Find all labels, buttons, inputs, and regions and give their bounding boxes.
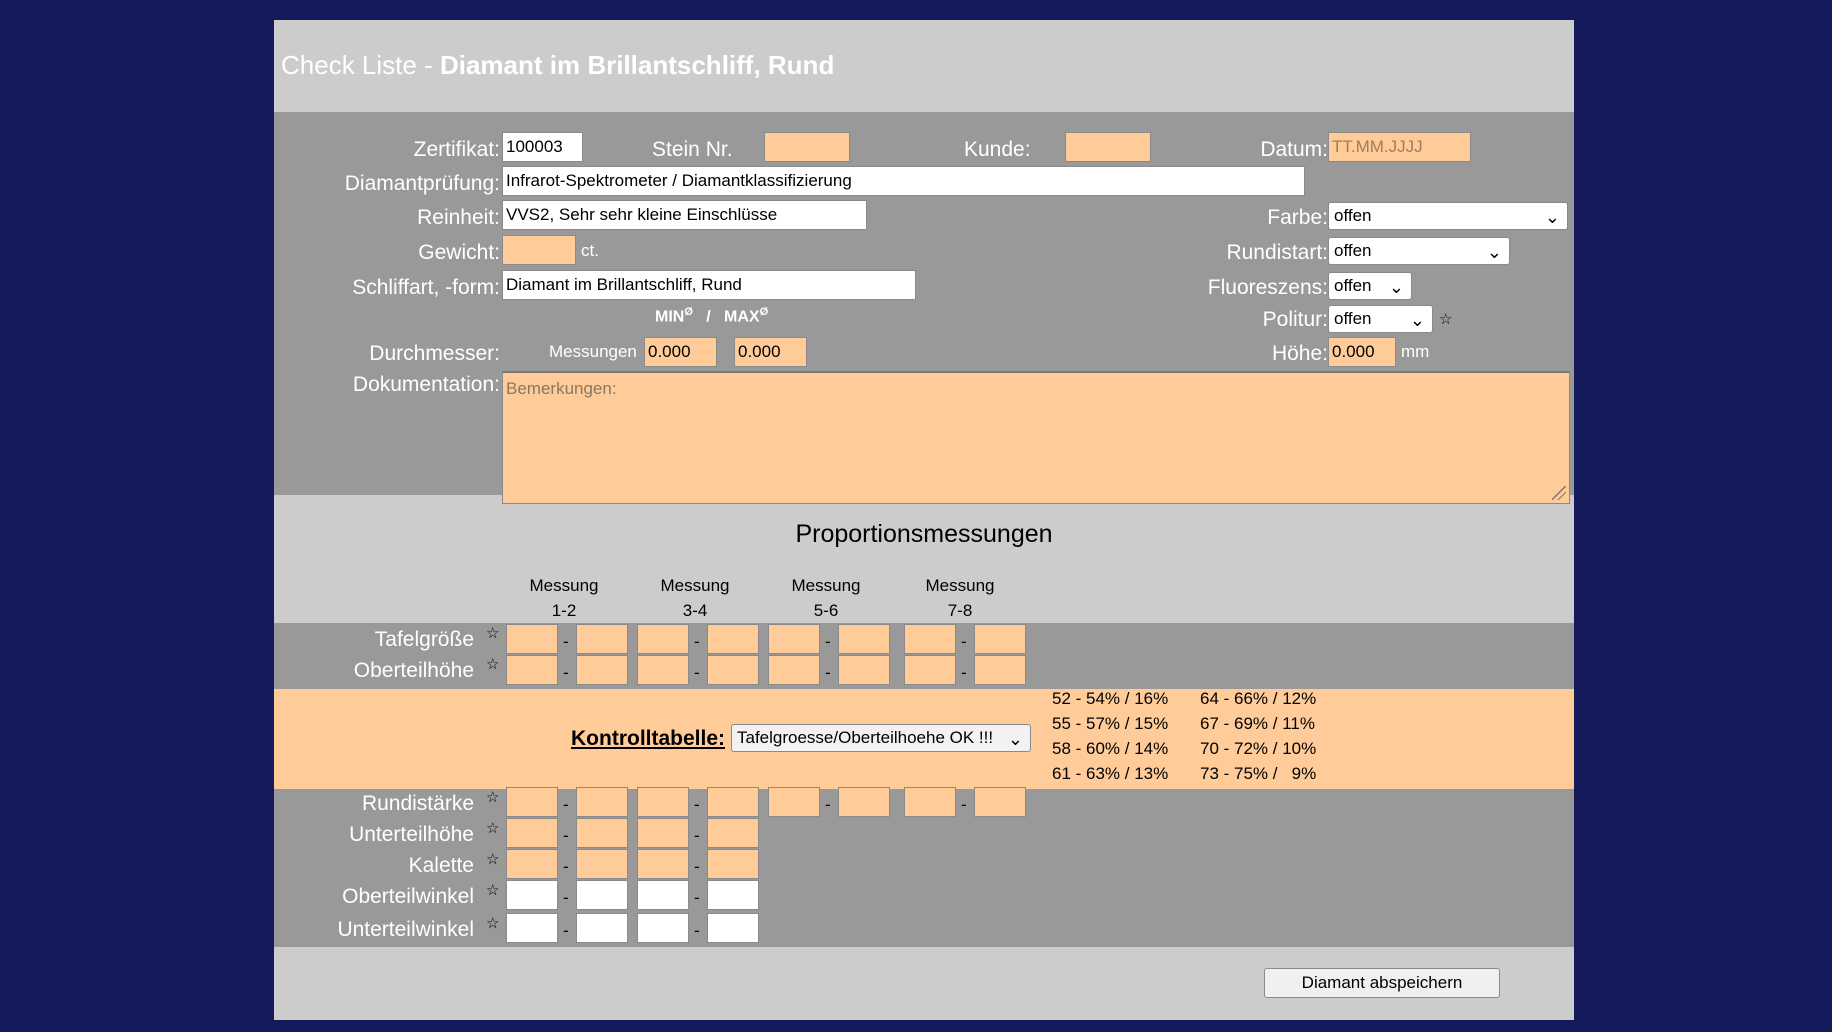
durchmesser-label: Durchmesser: <box>369 342 500 365</box>
kontroll-col1 <box>1052 686 1168 786</box>
unterteilhoehe-label: Unterteilhöhe <box>349 823 474 846</box>
chevron-down-icon <box>1545 206 1560 230</box>
measurement-input[interactable] <box>707 849 759 879</box>
measurement-input[interactable] <box>506 787 558 817</box>
gewicht-label: Gewicht: <box>418 241 500 264</box>
star-icon[interactable]: ☆ <box>486 820 500 837</box>
rundistart-selected: offen <box>1334 241 1372 260</box>
star-icon[interactable]: ☆ <box>1439 311 1453 328</box>
min-max-header <box>655 306 768 326</box>
measurement-input[interactable] <box>707 787 759 817</box>
measurement-input[interactable] <box>576 818 628 848</box>
measurement-input[interactable] <box>838 624 890 654</box>
measurement-input[interactable] <box>637 624 689 654</box>
star-icon[interactable]: ☆ <box>486 656 500 673</box>
range-dash: - <box>961 795 967 814</box>
measurement-input[interactable] <box>506 624 558 654</box>
dokumentation-textarea[interactable] <box>502 371 1570 504</box>
tafelgroesse-label: Tafelgröße <box>374 628 474 651</box>
range-dash: - <box>694 663 700 682</box>
measurement-input[interactable] <box>637 787 689 817</box>
range-dash: - <box>563 632 569 651</box>
kontroll-col2 <box>1200 686 1316 786</box>
unterteilwinkel-label: Unterteilwinkel <box>337 918 474 941</box>
messung-header-2 <box>655 573 735 623</box>
messung-header-line1: Messung <box>660 576 730 595</box>
fluoreszens-label: Fluoreszens: <box>1207 276 1328 299</box>
measurement-input[interactable] <box>974 624 1026 654</box>
kontroll-col2-line: 67 - 69% / 11% <box>1200 714 1315 733</box>
farbe-select[interactable] <box>1328 202 1568 230</box>
measurement-input[interactable] <box>707 624 759 654</box>
range-dash: - <box>961 663 967 682</box>
measurement-input[interactable] <box>506 913 558 943</box>
resize-grip-icon[interactable] <box>1552 486 1566 500</box>
messung-header-line2: 5-6 <box>813 601 839 620</box>
hoehe-unit: mm <box>1401 342 1430 361</box>
stein-nr-input[interactable] <box>764 132 850 162</box>
checklist-panel <box>274 20 1574 1020</box>
messung-header-line2: 1-2 <box>551 601 577 620</box>
chevron-down-icon <box>1487 241 1502 265</box>
range-dash: - <box>694 795 700 814</box>
measurement-input[interactable] <box>637 818 689 848</box>
min-label: MIN <box>655 308 685 326</box>
measurement-input[interactable] <box>637 913 689 943</box>
measurement-input[interactable] <box>576 913 628 943</box>
measurement-input[interactable] <box>637 849 689 879</box>
measurement-input[interactable] <box>707 818 759 848</box>
title-bold: Diamant im Brillantschliff, Rund <box>439 50 835 80</box>
measurement-input[interactable] <box>904 787 956 817</box>
star-icon[interactable]: ☆ <box>486 915 500 932</box>
reinheit-input[interactable] <box>502 200 867 230</box>
range-dash: - <box>563 857 569 876</box>
messung-header-1 <box>524 573 604 623</box>
measurement-input[interactable] <box>974 787 1026 817</box>
gewicht-input[interactable] <box>502 235 576 265</box>
measurement-input[interactable] <box>707 880 759 910</box>
chevron-down-icon <box>1410 309 1425 333</box>
measurement-input[interactable] <box>576 624 628 654</box>
min-diameter-sup: Ø <box>684 306 693 318</box>
datum-input[interactable] <box>1328 132 1471 162</box>
measurement-input[interactable] <box>974 655 1026 685</box>
messung-header-4 <box>920 573 1000 623</box>
measurement-input[interactable] <box>904 655 956 685</box>
politur-selected: offen <box>1334 309 1372 328</box>
measurement-input[interactable] <box>576 655 628 685</box>
save-diamant-button[interactable]: Diamant abspeichern <box>1264 968 1500 998</box>
rundistart-select[interactable] <box>1328 237 1510 265</box>
measurement-input[interactable] <box>637 880 689 910</box>
gewicht-unit: ct. <box>581 241 599 260</box>
chevron-down-icon <box>1389 276 1404 300</box>
measurement-input[interactable] <box>904 624 956 654</box>
measurement-input[interactable] <box>506 818 558 848</box>
kunde-label: Kunde: <box>964 138 1031 161</box>
kontroll-col2-line: 64 - 66% / 12% <box>1200 689 1317 708</box>
measurement-input[interactable] <box>506 880 558 910</box>
reinheit-label: Reinheit: <box>417 206 500 229</box>
measurement-input[interactable] <box>768 624 820 654</box>
range-dash: - <box>563 826 569 845</box>
max-diameter-sup: Ø <box>759 306 769 318</box>
form-area <box>274 112 1574 495</box>
max-label: MAX <box>724 308 760 326</box>
messung-header-line1: Messung <box>791 576 861 595</box>
kontrolltabelle-select[interactable] <box>731 724 1031 752</box>
diamantpruefung-input[interactable] <box>502 166 1305 196</box>
messungen-label: Messungen <box>549 342 637 361</box>
range-dash: - <box>825 632 831 651</box>
kontroll-col2-line: 70 - 72% / 10% <box>1200 739 1317 758</box>
measurement-input[interactable] <box>576 787 628 817</box>
measurement-input[interactable] <box>707 913 759 943</box>
min-max-slash: / <box>706 308 711 326</box>
range-dash: - <box>825 795 831 814</box>
range-dash: - <box>563 921 569 940</box>
kontroll-col1-line: 58 - 60% / 14% <box>1052 739 1169 758</box>
kalette-label: Kalette <box>408 854 474 877</box>
measurement-input[interactable] <box>707 655 759 685</box>
kontroll-col1-line: 55 - 57% / 15% <box>1052 714 1169 733</box>
range-dash: - <box>563 888 569 907</box>
hoehe-input[interactable] <box>1328 337 1396 367</box>
diamantpruefung-label: Diamantprüfung: <box>344 172 500 195</box>
measurement-input[interactable] <box>768 787 820 817</box>
kontrolltabelle-selected: Tafelgroesse/Oberteilhoehe OK !!! <box>737 728 994 747</box>
messung-header-line1: Messung <box>529 576 599 595</box>
kontrolltabelle-label: Kontrolltabelle: <box>571 727 726 750</box>
farbe-selected: offen <box>1334 206 1372 225</box>
star-icon[interactable]: ☆ <box>486 851 500 868</box>
dokumentation-label: Dokumentation: <box>352 373 500 396</box>
fluoreszens-selected: offen <box>1334 276 1372 295</box>
range-dash: - <box>694 888 700 907</box>
farbe-label: Farbe: <box>1267 206 1328 229</box>
range-dash: - <box>563 663 569 682</box>
range-dash: - <box>961 632 967 651</box>
schliffart-input[interactable] <box>502 270 916 300</box>
range-dash: - <box>694 632 700 651</box>
measurement-input[interactable] <box>576 849 628 879</box>
measurement-input[interactable] <box>576 880 628 910</box>
range-dash: - <box>825 663 831 682</box>
kontroll-col1-line: 61 - 63% / 13% <box>1052 764 1169 783</box>
schliffart-label: Schliffart, -form: <box>352 276 500 299</box>
politur-label: Politur: <box>1262 308 1328 331</box>
star-icon[interactable]: ☆ <box>486 789 500 806</box>
measurement-input[interactable] <box>768 655 820 685</box>
measurement-input[interactable] <box>506 849 558 879</box>
messung-header-line2: 7-8 <box>947 601 973 620</box>
page-header <box>274 20 1574 112</box>
range-dash: - <box>563 795 569 814</box>
rundistaerke-label: Rundistärke <box>361 792 474 815</box>
durchmesser-min-input[interactable] <box>644 337 717 367</box>
measurement-input[interactable] <box>506 655 558 685</box>
measurement-input[interactable] <box>838 655 890 685</box>
chevron-down-icon <box>1008 728 1023 752</box>
measurement-input[interactable] <box>637 655 689 685</box>
messung-header-line2: 3-4 <box>682 601 708 620</box>
zertifikat-label: Zertifikat: <box>413 138 500 161</box>
messung-header-3 <box>786 573 866 623</box>
range-dash: - <box>694 857 700 876</box>
zertifikat-input[interactable] <box>502 132 583 162</box>
rundistart-label: Rundistart: <box>1226 241 1328 264</box>
durchmesser-max-input[interactable] <box>734 337 807 367</box>
politur-select[interactable] <box>1328 305 1433 333</box>
stein-nr-label: Stein Nr. <box>652 138 733 161</box>
star-icon[interactable]: ☆ <box>486 625 500 642</box>
title-prefix: Check Liste - <box>281 50 440 80</box>
range-dash: - <box>694 921 700 940</box>
measurement-input[interactable] <box>838 787 890 817</box>
oberteilwinkel-label: Oberteilwinkel <box>342 885 474 908</box>
messung-header-line1: Messung <box>925 576 995 595</box>
kunde-input[interactable] <box>1065 132 1151 162</box>
kontroll-col2-line: 73 - 75% / 9% <box>1200 764 1317 783</box>
section-title: Proportionsmessungen <box>795 520 1053 548</box>
hoehe-label: Höhe: <box>1271 342 1328 365</box>
page-title <box>281 50 834 81</box>
oberteilhoehe-label: Oberteilhöhe <box>353 659 474 682</box>
range-dash: - <box>694 826 700 845</box>
kontroll-col1-line: 52 - 54% / 16% <box>1052 689 1169 708</box>
fluoreszens-select[interactable] <box>1328 272 1412 300</box>
star-icon[interactable]: ☆ <box>486 882 500 899</box>
datum-label: Datum: <box>1260 138 1328 161</box>
